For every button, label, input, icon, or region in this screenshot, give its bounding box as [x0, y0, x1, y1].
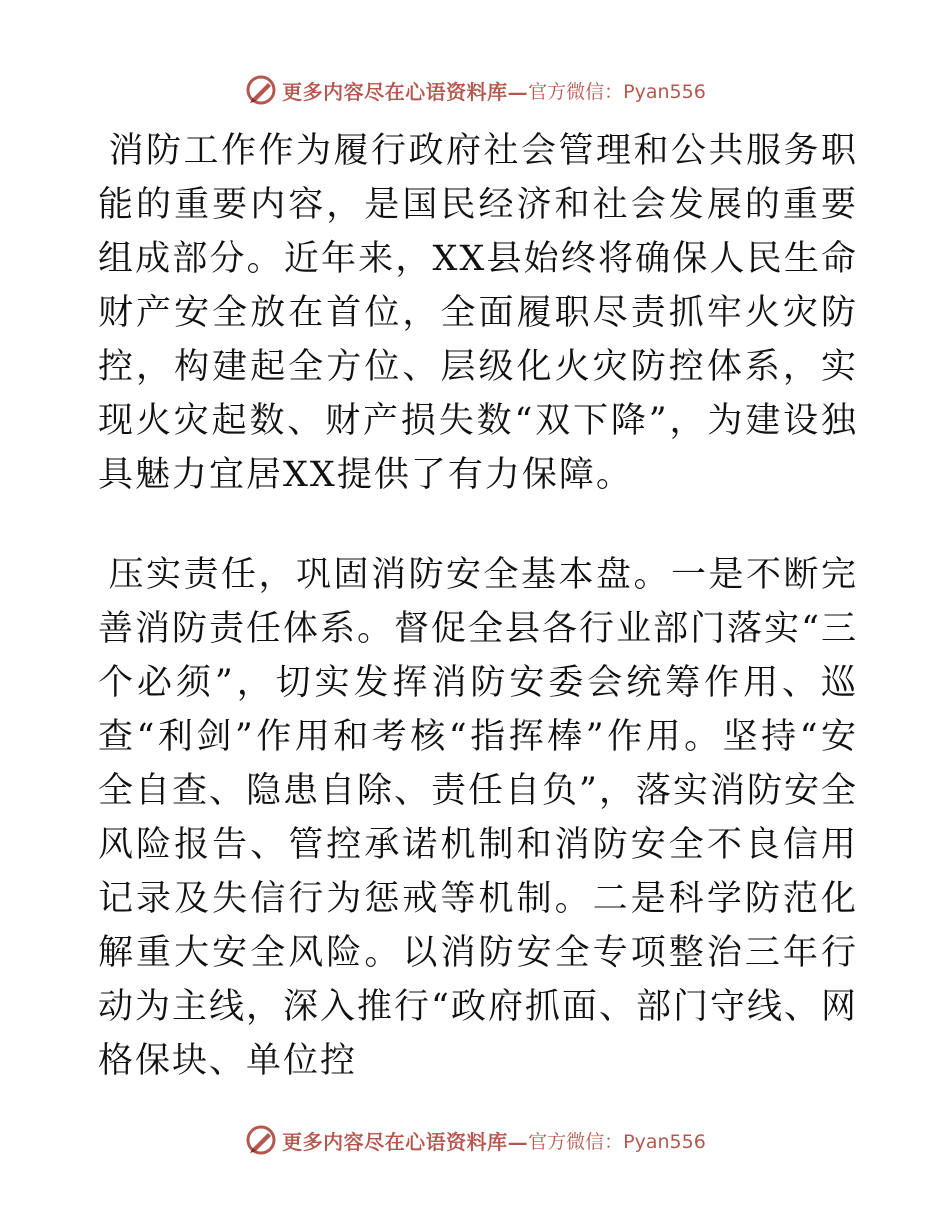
footer-contact: 官方微信：Pyan556: [528, 1130, 706, 1153]
footer-banner-text: 更多内容尽在心语资料库—: [282, 1129, 529, 1154]
paragraph-2: [98, 548, 858, 1088]
logo-pen-icon: [244, 1123, 278, 1157]
footer-banner: [0, 1120, 950, 1160]
paragraph-1: [98, 124, 858, 502]
header-banner: [0, 70, 950, 110]
header-contact: 官方微信：Pyan556: [528, 80, 706, 103]
paragraph-1-text: 消防工作作为履行政府社会管理和公共服务职能的重要内容，是国民经济和社会发展的重要组成部分。近年来，XX县始终将确保人民生命财产安全放在首位，全面履职尽责抓牢火灾防控，构建起全方位、层级化火灾防控体系，实现火灾起数、财产损失数“双下降”，为建设独具魅力宜居XX提供了有力保障。: [98, 131, 858, 495]
header-banner-text: 更多内容尽在心语资料库—: [282, 79, 529, 104]
paragraph-2-text: 压实责任，巩固消防安全基本盘。一是不断完善消防责任体系。督促全县各行业部门落实“三个必须”，切实发挥消防安委会统筹作用、巡查“利剑”作用和考核“指挥棒”作用。坚持“安全自查、隐患自除、责任自负”，落实消防安全风险报告、管控承诺机制和消防安全不良信用记录及失信行为惩戒等机制。二是科学防范化解重大安全风险。以消防安全专项整治三年行动为主线，深入推行“政府抓面、部门守线、网格保块、单位控: [98, 555, 858, 1081]
logo-pen-icon: [244, 73, 278, 107]
